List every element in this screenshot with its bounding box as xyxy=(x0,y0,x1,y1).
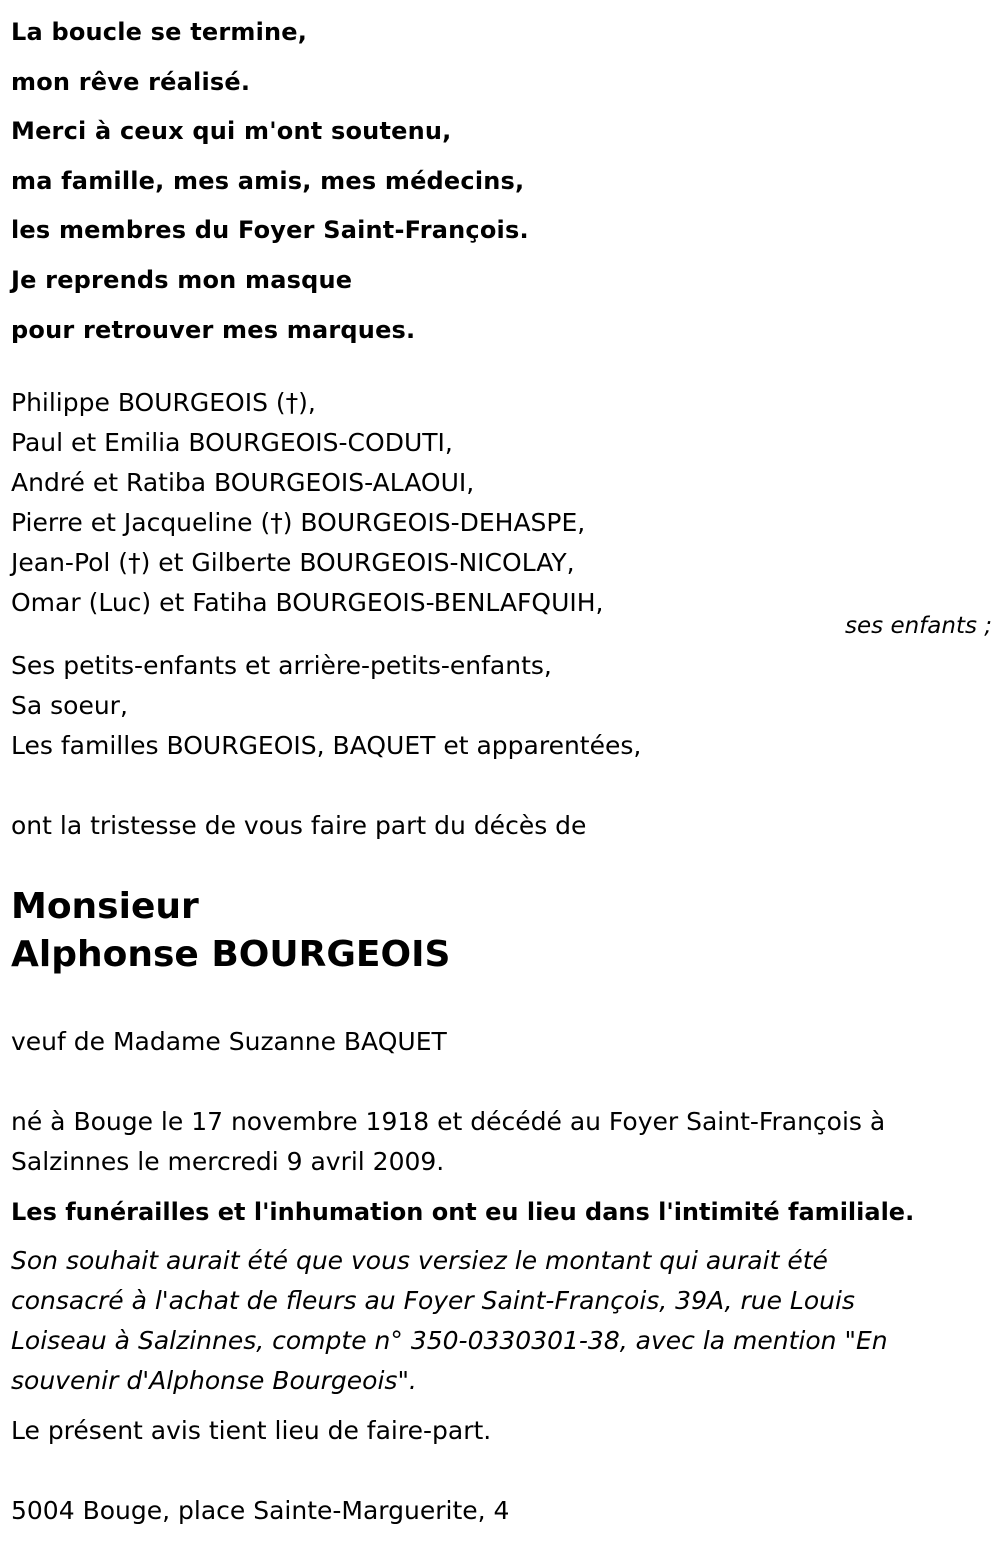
widow-line xyxy=(11,1022,447,1062)
deceased-title: Monsieur xyxy=(11,886,199,927)
poem-line: Merci à ceux qui m'ont soutenu, xyxy=(11,117,452,146)
donation-wish-line: Son souhait aurait été que vous versiez le montant qui aurait été xyxy=(11,1246,828,1275)
widow-text: veuf de Madame Suzanne BAQUET xyxy=(11,1027,447,1056)
child-entry: Jean-Pol (†) et Gilberte BOURGEOIS-NICOLAY, xyxy=(11,548,575,577)
child-entry: Pierre et Jacqueline (†) BOURGEOIS-DEHASPE, xyxy=(11,508,586,537)
child-entry: Philippe BOURGEOIS (†), xyxy=(11,388,316,417)
birth-death-line: Salzinnes le mercredi 9 avril 2009. xyxy=(11,1147,445,1176)
address-text: 5004 Bouge, place Sainte-Marguerite, 4 xyxy=(11,1496,510,1525)
donation-wish-line: consacré à l'achat de fleurs au Foyer Saint-François, 39A, rue Louis xyxy=(11,1286,855,1315)
poem xyxy=(11,0,996,355)
poem-line: ma famille, mes amis, mes médecins, xyxy=(11,166,525,195)
child-entry: André et Ratiba BOURGEOIS-ALAOUI, xyxy=(11,468,475,497)
poem-line: mon rêve réalisé. xyxy=(11,67,251,96)
family-entry: Sa soeur, xyxy=(11,691,128,720)
child-entry: Paul et Emilia BOURGEOIS-CODUTI, xyxy=(11,428,453,457)
donation-wish-line: souvenir d'Alphonse Bourgeois". xyxy=(11,1366,417,1395)
obituary-page xyxy=(11,0,996,1525)
poem-line: La boucle se termine, xyxy=(11,18,308,46)
donation-wish xyxy=(11,1241,888,1401)
faire-part-notice xyxy=(11,1411,491,1451)
family-entry: Ses petits-enfants et arrière-petits-enfants, xyxy=(11,651,552,680)
children-list xyxy=(11,383,996,623)
poem-line: Je reprends mon masque xyxy=(11,265,353,294)
faire-part-text: Le présent avis tient lieu de faire-part. xyxy=(11,1416,492,1445)
funeral-notice: Les funérailles et l'inhumation ont eu lieu dans l'intimité familiale. xyxy=(11,1198,915,1226)
family-list xyxy=(11,646,641,766)
poem-line: pour retrouver mes marques. xyxy=(11,315,416,344)
children-label: ses enfants ; xyxy=(845,613,992,639)
deceased-name: Alphonse BOURGEOIS xyxy=(11,934,451,975)
address xyxy=(11,1491,509,1531)
deceased-name-block xyxy=(11,883,450,979)
announcement-text: ont la tristesse de vous faire part du décès de xyxy=(11,811,587,840)
poem-line: les membres du Foyer Saint-François. xyxy=(11,216,529,245)
birth-death-line: né à Bouge le 17 novembre 1918 et décédé au Foyer Saint-François à xyxy=(11,1107,886,1136)
child-entry: Omar (Luc) et Fatiha BOURGEOIS-BENLAFQUIH, xyxy=(11,588,604,617)
family-entry: Les familles BOURGEOIS, BAQUET et apparentées, xyxy=(11,731,642,760)
announcement xyxy=(11,806,586,846)
donation-wish-line: Loiseau à Salzinnes, compte n° 350-0330301-38, avec la mention "En xyxy=(11,1326,888,1355)
birth-death-info xyxy=(11,1102,986,1182)
